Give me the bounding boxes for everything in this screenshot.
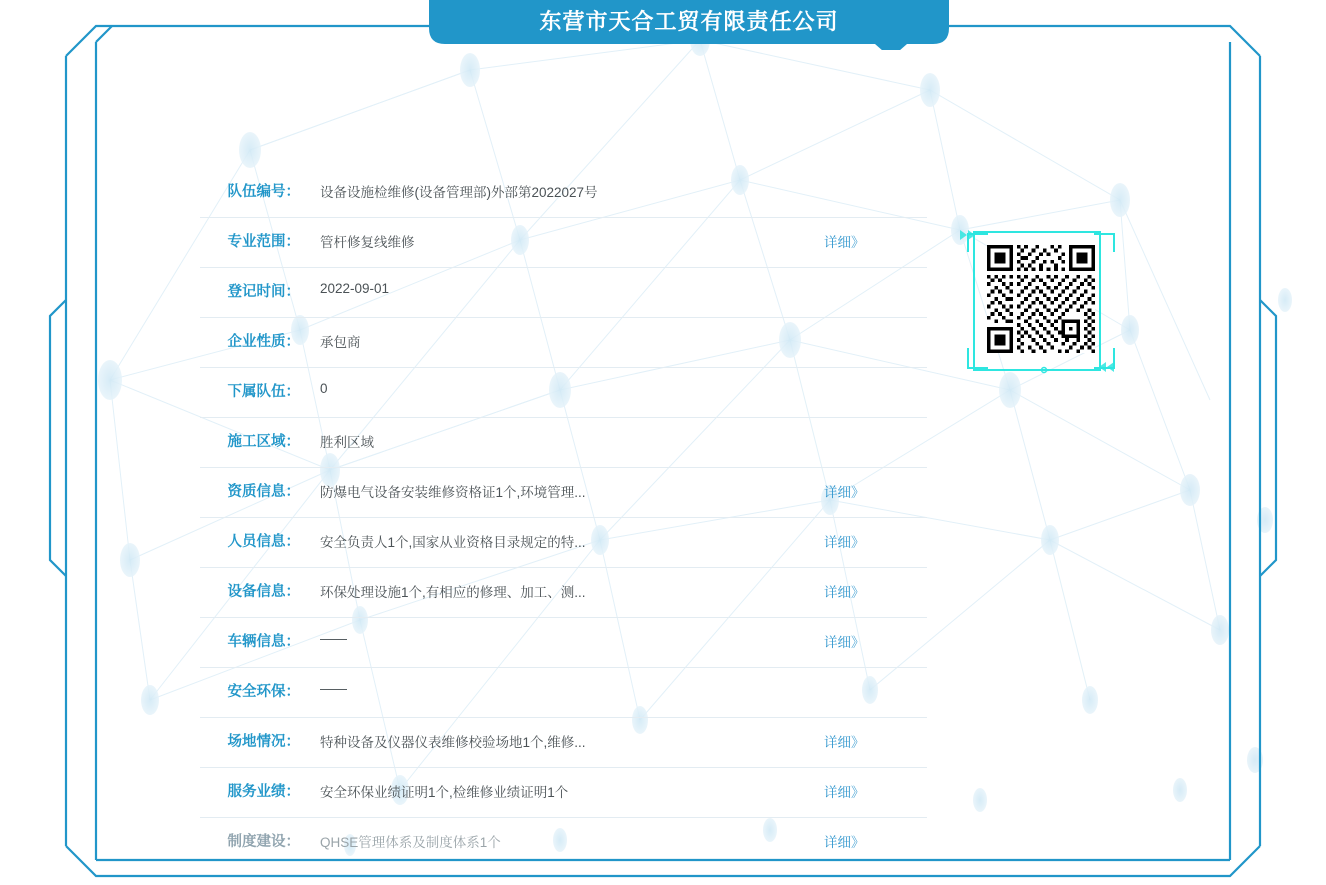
qr-code[interactable]	[987, 245, 1095, 353]
row-label: 专业范围：	[227, 234, 300, 250]
row-value: 安全环保业绩证明1个,检维修业绩证明1个	[320, 785, 569, 800]
row-value: 特种设备及仪器仪表维修校验场地1个,维修...	[320, 735, 586, 750]
row-label: 制度建设：	[227, 834, 300, 850]
table-row	[140, 768, 1190, 818]
detail-link[interactable]: 详细》	[824, 535, 865, 550]
row-value: QHSE管理体系及制度体系1个	[320, 835, 501, 850]
table-row	[140, 618, 1190, 668]
detail-link[interactable]: 详细》	[824, 635, 865, 650]
row-value: ——	[320, 631, 347, 646]
table-row	[140, 718, 1190, 768]
row-value: 环保处理设施1个,有相应的修理、加工、测...	[320, 585, 586, 600]
row-value: 防爆电气设备安装维修资格证1个,环境管理...	[320, 485, 586, 500]
row-label: 服务业绩：	[227, 784, 300, 800]
page-title: 东营市天合工贸有限责任公司	[539, 9, 839, 34]
row-label: 设备信息：	[227, 584, 300, 600]
row-label: 场地情况：	[227, 734, 300, 750]
detail-link[interactable]: 详细》	[824, 585, 865, 600]
table-row	[140, 818, 1190, 868]
row-label: 企业性质：	[227, 334, 300, 350]
row-value: 安全负责人1个,国家从业资格目录规定的特...	[320, 535, 586, 550]
table-row	[140, 518, 1190, 568]
table-row	[140, 668, 1190, 718]
row-value: 管杆修复线维修	[320, 235, 415, 250]
detail-link[interactable]: 详细》	[824, 785, 865, 800]
row-value: 0	[320, 381, 328, 396]
table-row	[140, 468, 1190, 518]
row-label: 车辆信息：	[227, 634, 300, 650]
table-row	[140, 418, 1190, 468]
row-value: 2022-09-01	[320, 281, 390, 296]
row-value: 设备设施检维修(设备管理部)外部第2022027号	[320, 185, 598, 200]
qr-code-block	[958, 222, 1116, 380]
row-label: 资质信息：	[227, 484, 300, 500]
row-label: 队伍编号：	[227, 184, 300, 200]
row-value: 胜利区域	[320, 435, 374, 450]
detail-link[interactable]: 详细》	[824, 835, 865, 850]
detail-link[interactable]: 详细》	[824, 485, 865, 500]
row-label: 登记时间：	[227, 284, 300, 300]
row-value: 承包商	[320, 335, 361, 350]
detail-link[interactable]: 详细》	[824, 735, 865, 750]
detail-link[interactable]: 详细》	[824, 235, 865, 250]
row-label: 施工区域：	[227, 434, 300, 450]
title-banner	[429, 0, 949, 50]
table-row	[140, 168, 1190, 218]
row-label: 下属队伍：	[227, 384, 300, 400]
row-label: 安全环保：	[227, 684, 300, 700]
row-label: 人员信息：	[227, 534, 300, 550]
table-row	[140, 568, 1190, 618]
row-value: ——	[320, 681, 347, 696]
